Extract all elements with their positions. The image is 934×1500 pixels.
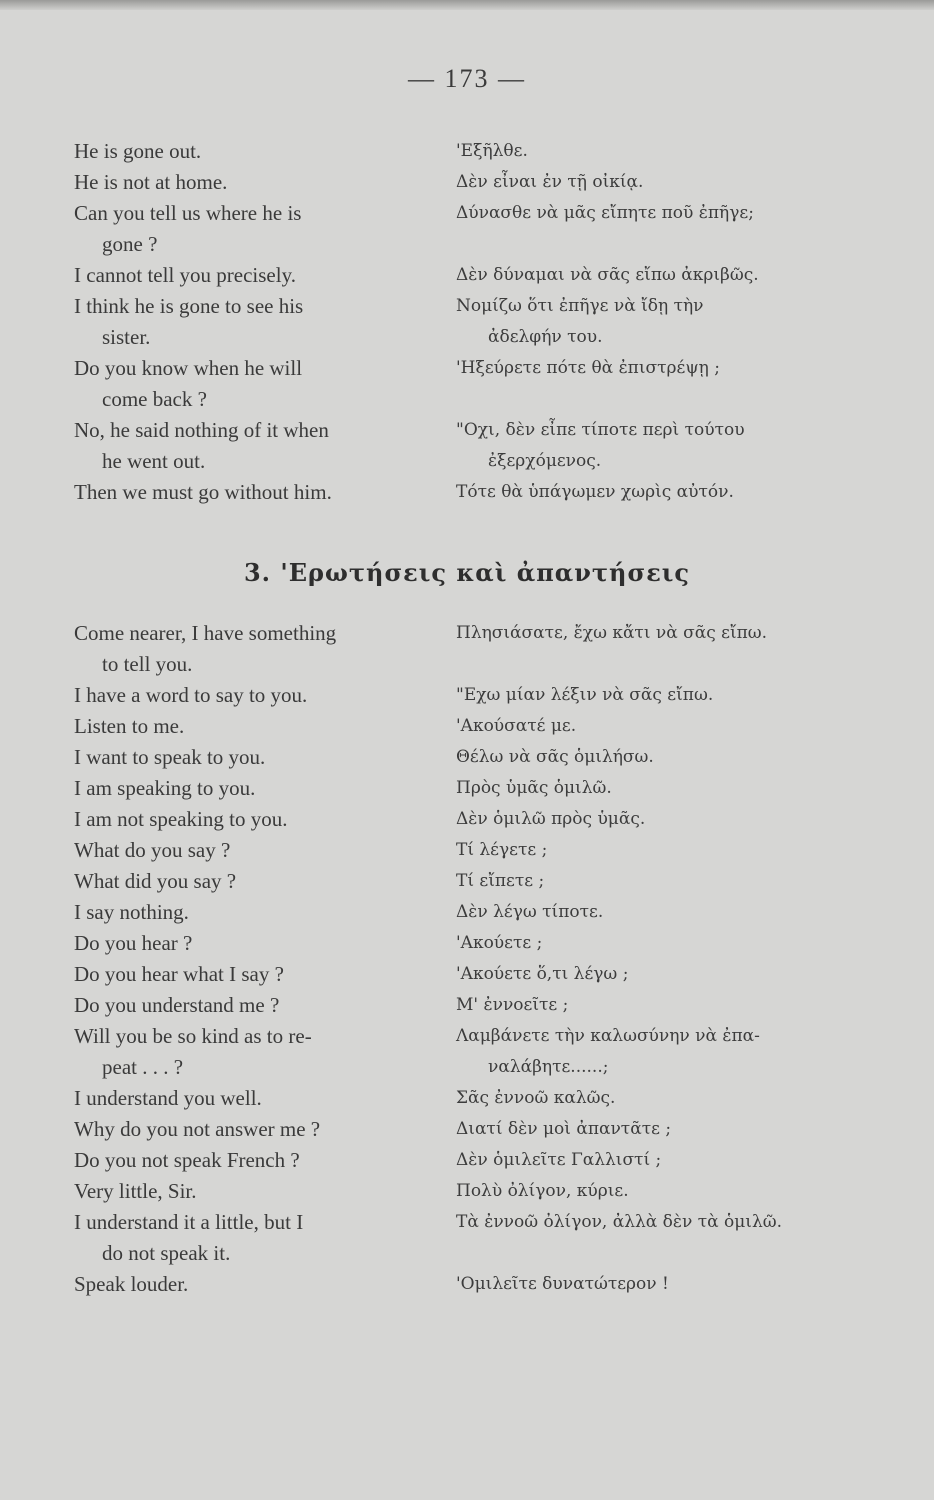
- english-phrase: [74, 353, 444, 415]
- english-line: I am speaking to you.: [74, 776, 256, 800]
- greek-line: 'Ακούετε ὅ,τι λέγω ;: [456, 964, 629, 984]
- greek-line: 'Ηξεύρετε πότε θὰ ἐπιστρέψῃ ;: [456, 358, 720, 378]
- greek-line: 'Ομιλεῖτε δυνατώτερον !: [456, 1274, 669, 1294]
- english-line: I want to speak to you.: [74, 745, 266, 769]
- english-phrase: [74, 415, 444, 477]
- greek-translation: [456, 1114, 876, 1145]
- page-number: — 173 —: [408, 64, 526, 93]
- greek-line: Σᾶς ἐννοῶ καλῶς.: [456, 1088, 616, 1108]
- english-line: Very little, Sir.: [74, 1179, 197, 1203]
- phrase-row: [0, 260, 934, 291]
- greek-translation: [456, 742, 876, 773]
- english-phrase: [74, 291, 444, 353]
- greek-line: Νομίζω ὅτι ἐπῆγε νὰ ἴδῃ τὴν: [456, 296, 704, 316]
- phrase-row: [0, 897, 934, 928]
- english-phrase: [74, 136, 444, 167]
- english-line: I have a word to say to you.: [74, 683, 308, 707]
- page-top-edge: [0, 0, 934, 10]
- english-line: He is not at home.: [74, 170, 228, 194]
- greek-line: Θέλω νὰ σᾶς ὁμιλήσω.: [456, 747, 654, 767]
- greek-line: Τί εἴπετε ;: [456, 871, 545, 891]
- phrase-row: [0, 167, 934, 198]
- phrase-row: [0, 1083, 934, 1114]
- phrase-row: [0, 415, 934, 477]
- greek-line: "Οχι, δὲν εἶπε τίποτε περὶ τούτου: [456, 420, 745, 440]
- phrase-row: [0, 742, 934, 773]
- english-phrase: [74, 1207, 444, 1269]
- greek-line: Λαμβάνετε τὴν καλωσύνην νὰ ἐπα-: [456, 1026, 760, 1046]
- phrase-row: [0, 711, 934, 742]
- english-line: sister.: [102, 325, 151, 349]
- phrase-row: [0, 353, 934, 415]
- english-line: I say nothing.: [74, 900, 189, 924]
- phrase-row: [0, 866, 934, 897]
- phrase-section-2: [0, 618, 934, 1300]
- english-phrase: [74, 618, 444, 680]
- english-line: What do you say ?: [74, 838, 231, 862]
- english-phrase: [74, 167, 444, 198]
- greek-translation: [456, 1176, 876, 1207]
- english-line: Come nearer, I have something: [74, 621, 337, 645]
- phrase-row: [0, 1207, 934, 1269]
- english-line: I cannot tell you precisely.: [74, 263, 296, 287]
- greek-translation: [456, 804, 876, 835]
- greek-line: 'Εξῆλθε.: [456, 141, 528, 161]
- greek-line: Δὲν ὁμιλῶ πρὸς ὑμᾶς.: [456, 809, 646, 829]
- english-line: What did you say ?: [74, 869, 237, 893]
- phrase-row: [0, 1021, 934, 1083]
- greek-translation: [456, 198, 876, 229]
- greek-translation: [456, 680, 876, 711]
- english-phrase: [74, 260, 444, 291]
- english-phrase: [74, 1083, 444, 1114]
- greek-translation: [456, 618, 876, 649]
- greek-translation: [456, 897, 876, 928]
- greek-line: Τὰ ἐννοῶ ὀλίγον, ἀλλὰ δὲν τὰ ὁμιλῶ.: [456, 1212, 783, 1232]
- greek-line: Πλησιάσατε, ἔχω κἄτι νὰ σᾶς εἴπω.: [456, 623, 768, 643]
- greek-translation: [456, 415, 876, 477]
- english-line: No, he said nothing of it when: [74, 418, 329, 442]
- english-phrase: [74, 1145, 444, 1176]
- english-phrase: [74, 866, 444, 897]
- greek-translation: [456, 260, 876, 291]
- english-line: he went out.: [102, 449, 206, 473]
- greek-translation: [456, 959, 876, 990]
- english-line: Then we must go without him.: [74, 480, 332, 504]
- english-line: I understand it a little, but I: [74, 1210, 304, 1234]
- greek-line: Τί λέγετε ;: [456, 840, 548, 860]
- phrase-row: [0, 804, 934, 835]
- greek-line: 'Ακούετε ;: [456, 933, 543, 953]
- english-line: Do you not speak French ?: [74, 1148, 300, 1172]
- english-phrase: [74, 742, 444, 773]
- english-phrase: [74, 773, 444, 804]
- greek-line: Διατί δὲν μοὶ ἀπαντᾶτε ;: [456, 1119, 672, 1139]
- english-phrase: [74, 897, 444, 928]
- greek-line: Μ' ἐννοεῖτε ;: [456, 995, 569, 1015]
- greek-translation: [456, 990, 876, 1021]
- greek-translation: [456, 477, 876, 508]
- english-line: peat . . . ?: [102, 1055, 184, 1079]
- greek-line: "Εχω μίαν λέξιν νὰ σᾶς εἴπω.: [456, 685, 714, 705]
- phrase-row: [0, 618, 934, 680]
- phrase-row: [0, 1269, 934, 1300]
- english-line: Can you tell us where he is: [74, 201, 302, 225]
- english-phrase: [74, 1021, 444, 1083]
- greek-translation: [456, 1207, 876, 1238]
- greek-translation: [456, 1145, 876, 1176]
- greek-line: Πολὺ ὀλίγον, κύριε.: [456, 1181, 629, 1201]
- phrase-row: [0, 680, 934, 711]
- english-phrase: [74, 1176, 444, 1207]
- greek-translation: [456, 1269, 876, 1300]
- phrase-row: [0, 136, 934, 167]
- english-line: gone ?: [102, 232, 158, 256]
- greek-line: Πρὸς ὑμᾶς ὁμιλῶ.: [456, 778, 612, 798]
- greek-line: ναλάβητε......;: [488, 1057, 609, 1077]
- english-line: come back ?: [102, 387, 207, 411]
- phrase-row: [0, 835, 934, 866]
- english-line: I think he is gone to see his: [74, 294, 304, 318]
- english-line: Do you hear what I say ?: [74, 962, 284, 986]
- english-line: He is gone out.: [74, 139, 202, 163]
- english-line: Do you understand me ?: [74, 993, 280, 1017]
- section-heading: 3. 'Ερωτήσεις καὶ ἀπαντήσεις: [243, 558, 691, 587]
- english-line: Why do you not answer me ?: [74, 1117, 321, 1141]
- greek-translation: [456, 1083, 876, 1114]
- english-phrase: [74, 804, 444, 835]
- greek-translation: [456, 711, 876, 742]
- greek-line: Δὲν εἶναι ἐν τῇ οἰκίᾳ.: [456, 172, 644, 192]
- english-phrase: [74, 959, 444, 990]
- phrase-row: [0, 291, 934, 353]
- greek-translation: [456, 291, 876, 353]
- greek-line: Δὲν ὁμιλεῖτε Γαλλιστί ;: [456, 1150, 662, 1170]
- greek-line: Δὲν δύναμαι νὰ σᾶς εἴπω ἀκριβῶς.: [456, 265, 759, 285]
- phrase-row: [0, 477, 934, 508]
- english-line: do not speak it.: [102, 1241, 231, 1265]
- english-phrase: [74, 990, 444, 1021]
- english-line: Do you hear ?: [74, 931, 193, 955]
- greek-translation: [456, 1021, 876, 1083]
- phrase-row: [0, 198, 934, 260]
- english-phrase: [74, 477, 444, 508]
- english-line: I am not speaking to you.: [74, 807, 288, 831]
- phrase-row: [0, 1176, 934, 1207]
- greek-line: 'Ακούσατέ με.: [456, 716, 577, 736]
- greek-translation: [456, 167, 876, 198]
- greek-line: ἐξερχόμενος.: [488, 451, 602, 471]
- greek-line: Δὲν λέγω τίποτε.: [456, 902, 604, 922]
- phrase-row: [0, 773, 934, 804]
- greek-translation: [456, 866, 876, 897]
- phrase-row: [0, 928, 934, 959]
- phrase-row: [0, 959, 934, 990]
- english-phrase: [74, 680, 444, 711]
- english-line: I understand you well.: [74, 1086, 262, 1110]
- english-line: Listen to me.: [74, 714, 185, 738]
- phrase-row: [0, 1145, 934, 1176]
- english-line: Speak louder.: [74, 1272, 189, 1296]
- greek-translation: [456, 353, 876, 384]
- phrase-row: [0, 990, 934, 1021]
- greek-line: Τότε θὰ ὑπάγωμεν χωρὶς αὐτόν.: [456, 482, 734, 502]
- greek-translation: [456, 928, 876, 959]
- greek-translation: [456, 773, 876, 804]
- english-line: Will you be so kind as to re-: [74, 1024, 312, 1048]
- greek-translation: [456, 136, 876, 167]
- english-phrase: [74, 928, 444, 959]
- english-phrase: [74, 711, 444, 742]
- english-line: Do you know when he will: [74, 356, 303, 380]
- phrase-section-1: [0, 136, 934, 508]
- english-phrase: [74, 198, 444, 260]
- english-phrase: [74, 1114, 444, 1145]
- greek-line: Δύνασθε νὰ μᾶς εἴπητε ποῦ ἐπῆγε;: [456, 203, 754, 223]
- phrase-row: [0, 1114, 934, 1145]
- english-line: to tell you.: [102, 652, 193, 676]
- english-phrase: [74, 1269, 444, 1300]
- english-phrase: [74, 835, 444, 866]
- greek-line: ἀδελφήν του.: [488, 327, 603, 347]
- greek-translation: [456, 835, 876, 866]
